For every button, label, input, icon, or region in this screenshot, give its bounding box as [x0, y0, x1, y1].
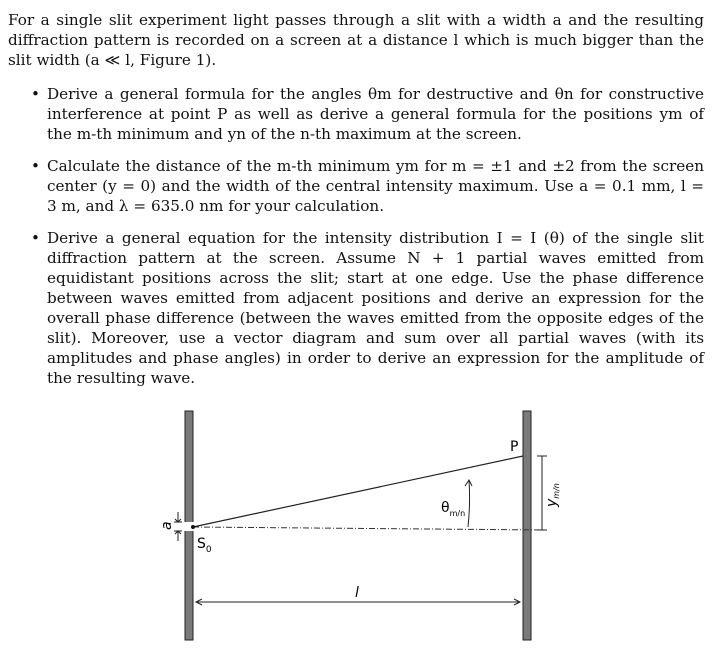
label-s-sub: 0 — [205, 545, 212, 555]
bullet-icon: • — [31, 157, 40, 175]
label-y-sub: m/n — [552, 483, 561, 499]
problem-intro: For a single slit experiment light passes through a slit with a width a and the resulting diffraction pattern is recorded on a screen at a distance l which is much bigger than the slit width (a ≪ l, Figure 1). — [8, 11, 704, 69]
task-text: Calculate the distance of the m-th minimum ym for m = ±1 and ±2 from the screen center (y = 0) and the width of the central intensity maximum. Use a = 0.1 mm, l = 3 m, and λ = 635.0 nm for your calculation. — [47, 157, 704, 215]
bullet-icon: • — [31, 229, 40, 247]
task-text: Derive a general formula for the angles θm for destructive and θn for constructive interference at point P as well as derive a general formula for the positions ym of the m-th minimum and yn of the n-th maximum at the screen. — [47, 85, 704, 143]
bullet-icon: • — [31, 85, 40, 103]
label-s-main: S — [197, 536, 206, 552]
source-point — [191, 525, 195, 529]
task-item — [0, 84, 704, 144]
label-theta-sub: m/n — [449, 509, 466, 518]
single-slit-figure — [0, 400, 723, 649]
label-s — [197, 536, 212, 555]
task-item — [0, 156, 704, 216]
task-list — [0, 84, 704, 400]
label-y-main: y — [544, 498, 560, 507]
label-theta — [441, 500, 465, 518]
label-p: P — [510, 439, 519, 455]
screen-plate — [523, 411, 531, 640]
label-l: l — [355, 585, 359, 601]
ray-to-p — [193, 456, 523, 527]
task-text: Derive a general equation for the intensity distribution I = I (θ) of the single slit diffraction pattern at the screen. Assume N + 1 partial waves emitted from equidistant positions across the slit; start at one edge. Use the phase difference between waves emitted from adjacent positions and derive an expression for the overall phase difference (between the waves emitted from the opposite edges of the slit). Moreover, use a vector diagram and sum over all partial waves (with its amplitudes and phase angles) in order to derive an expression for the amplitude of the resulting wave. — [47, 229, 704, 387]
label-y — [544, 483, 561, 508]
figure-svg — [0, 400, 723, 649]
optical-axis — [193, 527, 545, 530]
task-item — [0, 228, 704, 388]
angle-arrowhead — [465, 480, 472, 486]
angle-arc — [468, 480, 470, 527]
label-a: a — [159, 521, 175, 530]
label-theta-main: θ — [441, 500, 450, 516]
